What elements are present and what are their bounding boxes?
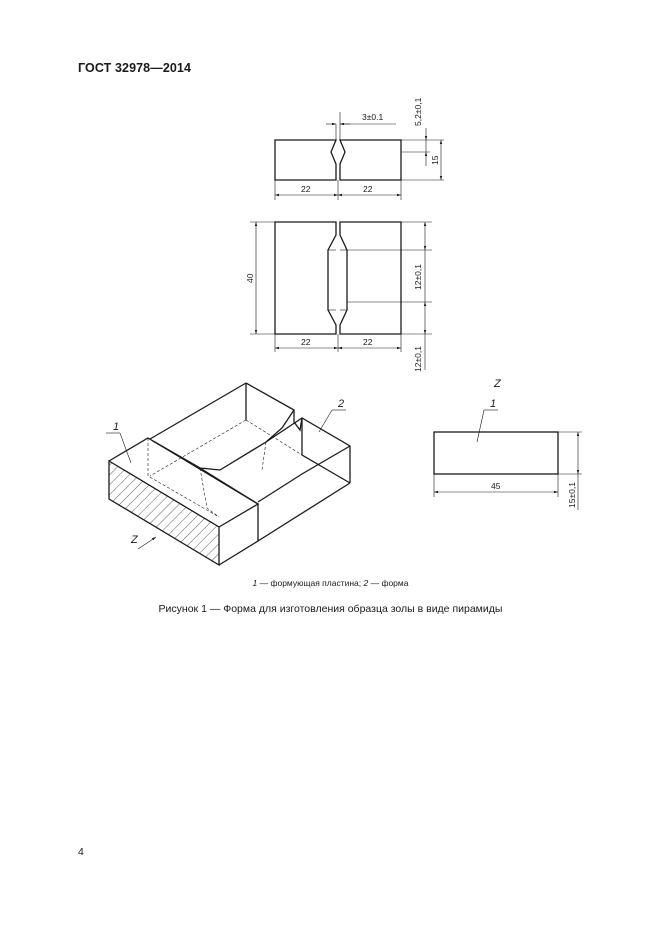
top-view-right-block: [340, 140, 401, 180]
dim-plan-segment-upper: 12±0,1: [413, 264, 423, 290]
legend-item2-text: — форма: [368, 578, 409, 588]
dim-top-left-width: 22: [301, 184, 311, 194]
document-header: ГОСТ 32978—2014: [78, 61, 192, 75]
figure-caption: Рисунок 1 — Форма для изготовления образца золы в виде пирамиды: [158, 603, 503, 615]
plate-rectangle: [434, 432, 558, 474]
plate-view-number: 1: [490, 398, 497, 410]
dim-plan-segment-lower: 12±0,1: [413, 346, 423, 372]
iso-axis-label: Z: [131, 534, 138, 546]
dim-plan-left-width: 22: [301, 337, 311, 347]
plan-view-right-block: [340, 222, 401, 334]
figure-legend: [0, 578, 661, 588]
isometric-view: [106, 383, 350, 565]
dim-top-height: 15: [430, 155, 440, 165]
dim-plate-width: 45: [491, 481, 501, 491]
plan-view: [245, 222, 432, 372]
dim-plan-right-width: 22: [363, 337, 373, 347]
plate-view: [434, 378, 582, 510]
plate-side-face: [219, 504, 258, 565]
legend-item1-number: 1: [252, 578, 258, 588]
dim-gap-label: 3±0.1: [362, 112, 384, 122]
dim-groove-depth: 5,2±0,1: [413, 97, 423, 126]
top-view: [275, 97, 444, 200]
label-plate-number: 1: [113, 421, 120, 433]
dim-plan-length: 40: [245, 273, 255, 283]
plan-view-left-block: [275, 222, 336, 334]
label-form-number: 2: [338, 398, 345, 410]
legend-item1-text: — формующая пластина;: [257, 578, 364, 588]
dim-top-right-width: 22: [363, 184, 373, 194]
plate-view-axis-label: Z: [494, 378, 501, 390]
page-number: 4: [78, 846, 84, 858]
z-direction-arrow: [138, 537, 156, 549]
top-view-left-block: [275, 140, 336, 180]
dim-plate-height: 15±0,1: [567, 482, 577, 508]
legend-item2-number: 2: [363, 578, 369, 588]
